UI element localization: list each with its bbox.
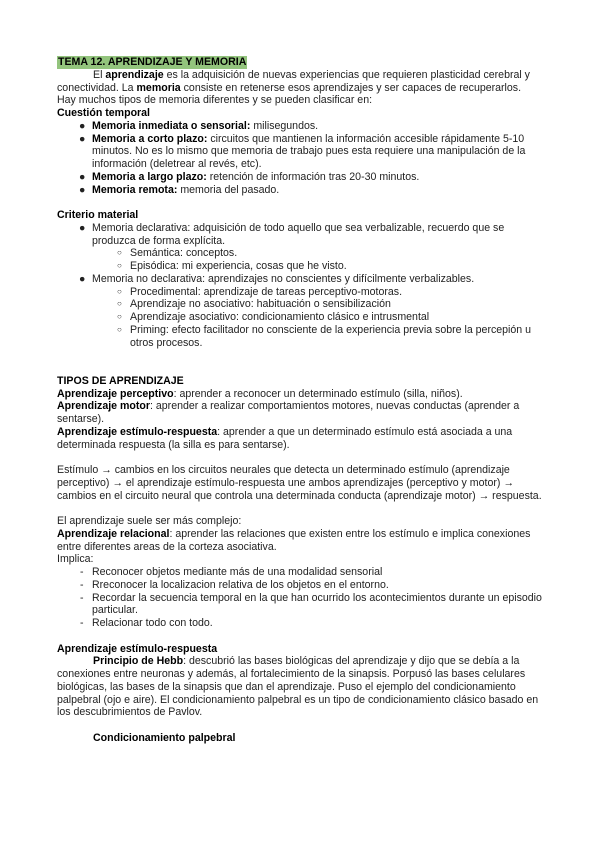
paragraph <box>57 464 545 502</box>
bullet-icon: ● <box>79 132 86 145</box>
circle-bullet-icon: ○ <box>117 324 122 334</box>
bullet-item <box>57 171 545 184</box>
text: Semántica: conceptos. <box>130 247 238 260</box>
text: Hay muchos tipos de memoria diferentes y se pueden clasificar en: <box>57 94 373 107</box>
bold-text: Condicionamiento palpebral <box>93 731 236 744</box>
paragraph <box>57 426 545 452</box>
text: Recordar la secuencia temporal en la que han ocurrido los acontecimientos durante un episodio particular. <box>92 591 542 617</box>
dash-item <box>57 617 545 630</box>
bullet-icon: ● <box>79 221 86 234</box>
text: El aprendizaje suele ser más complejo: <box>57 515 242 527</box>
dash-item <box>57 592 545 618</box>
text: Episódica: mi experiencia, cosas que he visto. <box>130 260 347 272</box>
bullet-item <box>57 120 545 133</box>
dash-marker: - <box>80 566 84 578</box>
paragraph <box>57 107 545 120</box>
text: Aprendizaje no asociativo: habituación o sensibilización <box>130 298 391 311</box>
circle-bullet-icon: ○ <box>117 261 122 270</box>
text: consiste en retenerse esos aprendizajes y ser capaces de recuperarlos. <box>180 81 522 94</box>
text: Priming: efecto facilitador no consciente de la experiencia previa sobre la percepión u otros procesos. <box>130 323 532 349</box>
paragraph <box>57 515 545 528</box>
title-highlight <box>57 56 247 69</box>
document-title <box>57 56 545 69</box>
bullet-item <box>57 273 545 286</box>
circle-bullet-icon: ○ <box>117 299 122 309</box>
circle-bullet-icon: ○ <box>117 312 122 321</box>
bullet-icon: ● <box>79 183 86 196</box>
text: Relacionar todo con todo. <box>92 617 213 629</box>
bullet-item <box>57 222 545 248</box>
dash-item <box>57 579 545 592</box>
blank-line <box>57 362 545 375</box>
subheading <box>57 732 545 745</box>
text: Rreconocer la localizacion relativa de los objetos en el entorno. <box>92 578 389 591</box>
blank-line <box>57 349 545 362</box>
text: circuitos que mantienen la información accesible rápidamente 5-10 minutos. No es lo mismo que memoria de trabajo pues esta requiere una manipulación de la información (deletrear al revés, etc). <box>92 132 526 170</box>
paragraph <box>57 643 545 656</box>
sub-bullet-item <box>57 298 545 311</box>
sub-bullet-item <box>57 260 545 273</box>
circle-bullet-icon: ○ <box>117 286 122 296</box>
text: retención de información tras 20-30 minutos. <box>206 170 420 183</box>
sub-bullet-item <box>57 286 545 299</box>
bold-text: Cuestión temporal <box>57 107 151 119</box>
bold-text: aprendizaje <box>105 68 164 81</box>
sub-bullet-item <box>57 247 545 260</box>
text: milisegundos. <box>250 119 319 132</box>
bold-text: Aprendizaje estímulo-respuesta <box>57 642 218 655</box>
bold-text: Aprendizaje motor <box>57 400 151 413</box>
bold-text: Memoria remota: <box>92 183 178 196</box>
bold-text: memoria <box>136 81 181 94</box>
bold-text: Criterio material <box>57 209 139 221</box>
dash-item <box>57 566 545 579</box>
paragraph <box>57 400 545 426</box>
paragraph <box>57 528 545 554</box>
text: Estímulo → cambios en los circuitos neurales que detecta un determinado estímulo (aprendizaje perceptivo) → el aprendizaje estímulo-respuesta une ambos aprendizajes (perceptivo y motor) → cambios en el circuito neural que controla una determinada conducta (aprendizaje motor) → respuesta. <box>57 464 542 502</box>
document-page <box>57 56 545 745</box>
paragraph <box>57 553 545 566</box>
blank-line <box>57 502 545 515</box>
text: Reconocer objetos mediante más de una modalidad sensorial <box>92 566 383 578</box>
blank-line <box>57 630 545 643</box>
text: Procedimental: aprendizaje de tareas perceptivo-motoras. <box>130 285 403 298</box>
text: memoria del pasado. <box>177 183 280 196</box>
bullet-icon: ● <box>79 119 86 132</box>
text: : aprender a que un determinado estímulo está asociada a una determinada respuesta (la silla es para sentarse). <box>57 425 513 451</box>
bullet-icon: ● <box>79 272 86 285</box>
text: : aprender las relaciones que existen entre los estímulo e implica conexiones entre diferentes areas de la corteza asociativa. <box>57 527 531 553</box>
text: : aprender a realizar comportamientos motores, nuevas conductas (aprender a sentarse). <box>57 400 520 425</box>
bold-text: Aprendizaje perceptivo <box>57 387 174 400</box>
bold-text: TEMA 12. APRENDIZAJE Y MEMORIA <box>58 56 247 68</box>
text: El <box>93 68 106 81</box>
bold-text: Principio de Hebb <box>93 655 184 668</box>
dash-marker: - <box>80 578 84 591</box>
blank-line <box>57 451 545 464</box>
dash-marker: - <box>80 617 84 629</box>
paragraph <box>57 209 545 222</box>
bold-text: Memoria a largo plazo: <box>92 170 207 183</box>
text: Memoria no declarativa: aprendizajes no conscientes y difícilmente verbalizables. <box>92 272 475 285</box>
paragraph <box>57 94 545 107</box>
blank-line <box>57 196 545 209</box>
blank-line <box>57 719 545 732</box>
text: : descubrió las bases biológicas del aprendizaje y dijo que se debía a la conexiones entre neuronas y además, al fortalecimiento de la sinapsis. Porpusó las bases celulares biológicas, las bases de la sinapsis que dan el aprendizaje. Puso el ejemplo del condicionamiento palpebral (ojo e aire). El condicionamiento palpebral es un tipo de condicionamiento clásico basado en los descubrimientos de Pavlov. <box>57 655 539 719</box>
circle-bullet-icon: ○ <box>117 248 122 258</box>
paragraph <box>57 655 545 719</box>
dash-marker: - <box>80 591 84 604</box>
text: Aprendizaje asociativo: condicionamiento clásico e intrusmental <box>130 311 430 323</box>
text: Memoria declarativa: adquisición de todo aquello que sea verbalizable, recuerdo que se produzca de forma explícita. <box>92 221 505 247</box>
text: : aprender a reconocer un determinado estímulo (silla, niños). <box>173 387 463 400</box>
bold-text: Memoria inmediata o sensorial: <box>92 119 251 132</box>
bullet-item <box>57 133 545 171</box>
bullet-icon: ● <box>79 170 86 183</box>
sub-bullet-item <box>57 324 545 350</box>
sub-bullet-item <box>57 311 545 324</box>
text: Implica: <box>57 553 94 566</box>
paragraph <box>57 388 545 401</box>
bold-text: Aprendizaje estímulo-respuesta <box>57 425 218 438</box>
text: es la adquisición de nuevas experiencias que requieren plasticidad cerebral y conectividad. La <box>57 68 530 94</box>
paragraph <box>57 69 545 95</box>
bold-text: Aprendizaje relacional <box>57 527 170 540</box>
bold-text: Memoria a corto plazo: <box>92 132 208 145</box>
bold-text: TIPOS DE APRENDIZAJE <box>57 374 184 387</box>
paragraph <box>57 375 545 388</box>
bullet-item <box>57 184 545 197</box>
